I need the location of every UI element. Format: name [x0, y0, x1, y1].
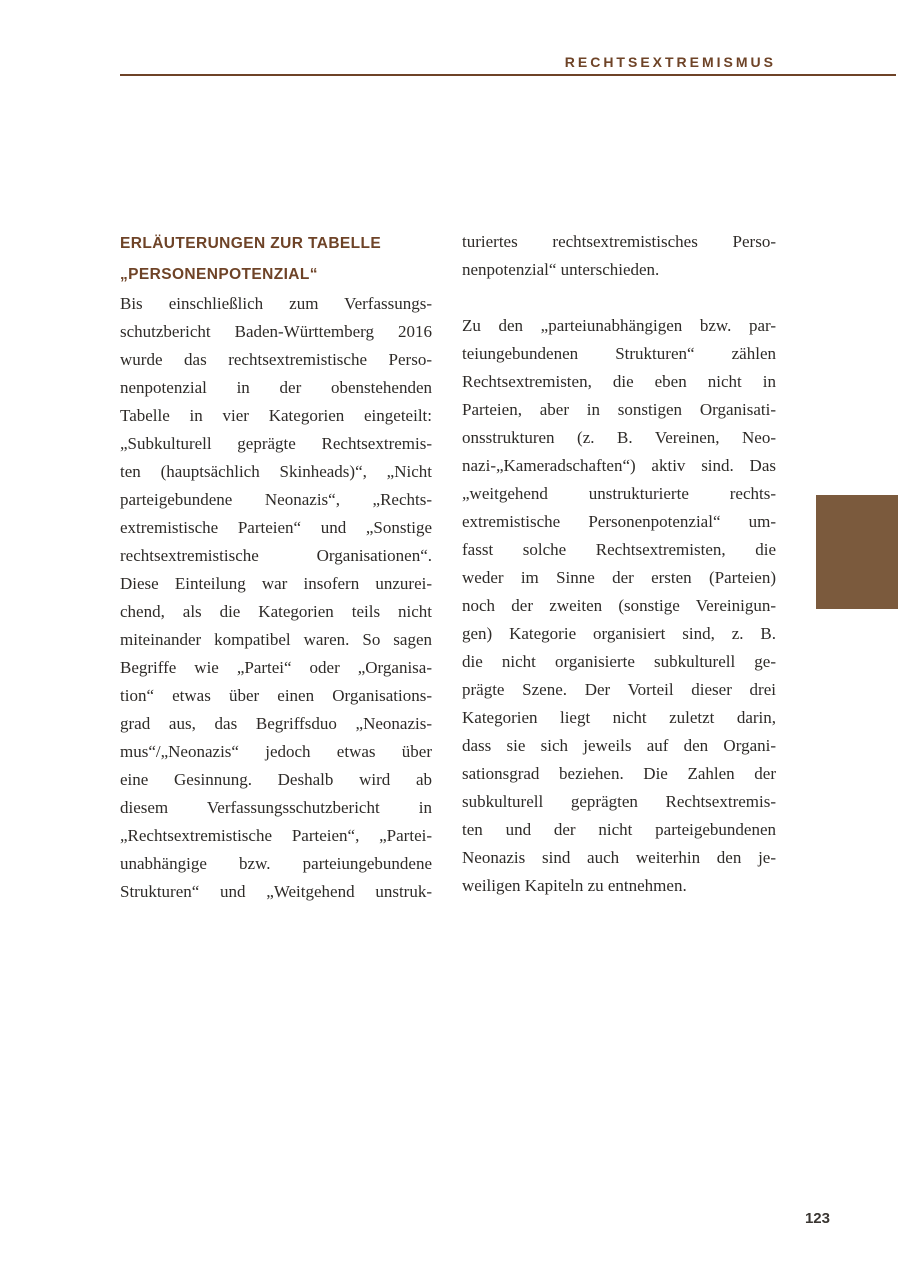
section-heading-line-2: „PERSONENPOTENZIAL“	[120, 266, 318, 283]
text-line: Bis einschließlich zum Verfassungs-	[120, 294, 432, 313]
text-line: rechtsextremistische Organisationen“.	[120, 546, 432, 565]
text-line: Begriffe wie „Partei“ oder „Organisa-	[120, 658, 432, 677]
page-number: 123	[804, 1210, 830, 1227]
chapter-edge-tab	[816, 495, 898, 609]
text-line: extremistische Personenpotenzial“ um-	[462, 512, 776, 531]
text-line: teiungebundenen Strukturen“ zählen	[462, 344, 776, 363]
paragraph	[120, 290, 432, 906]
header-divider-rule	[120, 74, 896, 76]
text-line: subkulturell geprägten Rechtsextremis-	[462, 792, 776, 811]
text-line: nazi-„Kameradschaften“) aktiv sind. Das	[462, 456, 776, 475]
text-line: dass sie sich jeweils auf den Organi-	[462, 736, 776, 755]
text-line: extremistische Parteien“ und „Sonstige	[120, 518, 432, 537]
text-line: parteigebundene Neonazis“, „Rechts-	[120, 490, 432, 509]
text-column-left	[120, 228, 432, 906]
text-line: schutzbericht Baden-Württemberg 2016	[120, 322, 432, 341]
text-line: Diese Einteilung war insofern unzurei-	[120, 574, 432, 593]
right-column-body	[462, 228, 776, 900]
text-line: nenpotenzial in der obenstehenden	[120, 378, 432, 397]
text-line: Parteien, aber in sonstigen Organisati-	[462, 400, 776, 419]
text-line: gen) Kategorie organisiert sind, z. B.	[462, 624, 776, 643]
text-line: tion“ etwas über einen Organisations-	[120, 686, 432, 705]
paragraph	[462, 312, 776, 900]
text-line: noch der zweiten (sonstige Vereinigun-	[462, 596, 776, 615]
text-line: Strukturen“ und „Weitgehend unstruk-	[120, 882, 432, 901]
text-line: Zu den „parteiunabhängigen bzw. par-	[462, 316, 776, 335]
text-line: Tabelle in vier Kategorien eingeteilt:	[120, 406, 432, 425]
text-line: weder im Sinne der ersten (Parteien)	[462, 568, 776, 587]
text-line: Neonazis sind auch weiterhin den je-	[462, 848, 776, 867]
text-line: fasst solche Rechtsextremisten, die	[462, 540, 776, 559]
text-line: die nicht organisierte subkulturell ge-	[462, 652, 776, 671]
text-line: „Subkulturell geprägte Rechtsextremis-	[120, 434, 432, 453]
text-line: prägte Szene. Der Vorteil dieser drei	[462, 680, 776, 699]
text-line: ten und der nicht parteigebundenen	[462, 820, 776, 839]
text-line: wurde das rechtsextremistische Perso-	[120, 350, 432, 369]
text-line: ten (hauptsächlich Skinheads)“, „Nicht	[120, 462, 432, 481]
paragraph	[462, 228, 776, 284]
text-column-right	[462, 228, 776, 900]
text-line: Kategorien liegt nicht zuletzt darin,	[462, 708, 776, 727]
text-line: chend, als die Kategorien teils nicht	[120, 602, 432, 621]
text-line: weiligen Kapiteln zu entnehmen.	[462, 876, 687, 895]
text-line: nenpotenzial“ unterschieden.	[462, 260, 660, 279]
text-line: sationsgrad beziehen. Die Zahlen der	[462, 764, 776, 783]
text-line: eine Gesinnung. Deshalb wird ab	[120, 770, 432, 789]
text-line: unabhängige bzw. parteiungebundene	[120, 854, 432, 873]
running-head-chapter-title: RECHTSEXTREMISMUS	[564, 54, 776, 70]
text-line: mus“/„Neonazis“ jedoch etwas über	[120, 742, 432, 761]
text-line: diesem Verfassungsschutzbericht in	[120, 798, 432, 817]
text-line: grad aus, das Begriffsduo „Neonazis-	[120, 714, 432, 733]
text-line: onsstrukturen (z. B. Vereinen, Neo-	[462, 428, 776, 447]
section-heading-line-1: ERLÄUTERUNGEN ZUR TABELLE	[120, 235, 382, 252]
text-line: „weitgehend unstrukturierte rechts-	[462, 484, 776, 503]
left-column-body	[120, 290, 432, 906]
text-line: Rechtsextremisten, die eben nicht in	[462, 372, 776, 391]
text-line: turiertes rechtsextremistisches Perso-	[462, 232, 776, 251]
text-line: miteinander kompatibel waren. So sagen	[120, 630, 432, 649]
text-line: „Rechtsextremistische Parteien“, „Partei-	[120, 826, 432, 845]
